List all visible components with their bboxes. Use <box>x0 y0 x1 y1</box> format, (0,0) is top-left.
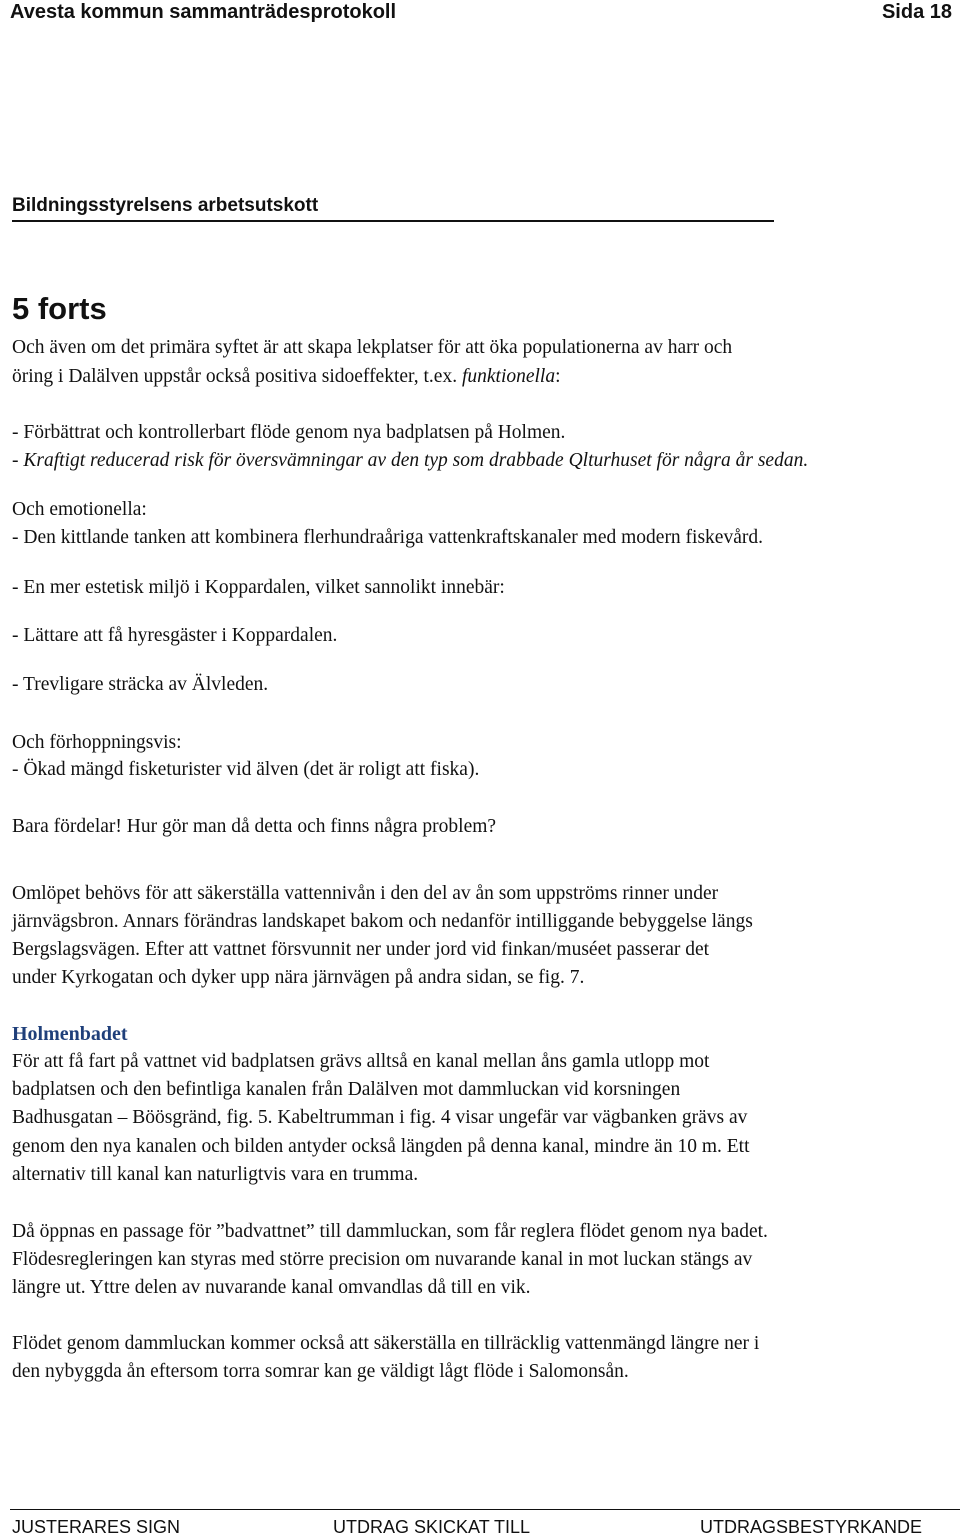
hopefully-label: Och förhoppningsvis: <box>12 732 182 753</box>
intro-line-2-text: öring i Dalälven uppstår också positiva sidoeffekter, t.ex. <box>12 366 462 387</box>
passage-line-2: Flödesregleringen kan styras med större precision om nuvarande kanal in mot luckan stängs av <box>12 1249 753 1270</box>
intro-colon: : <box>555 366 561 387</box>
omlopet-line-3: Bergslagsvägen. Efter att vattnet försvunnit ner under jord vid finkan/muséet passerar det <box>12 939 710 960</box>
question-line: Bara fördelar! Hur gör man då detta och finns några problem? <box>12 816 497 837</box>
page-number: Sida 18 <box>881 1 952 23</box>
holmenbadet-line-3: Badhusgatan – Böösgränd, fig. 5. Kabeltrumman i fig. 4 visar ungefär var vägbanken grävs av <box>12 1107 748 1128</box>
flow-line-1: Flödet genom dammluckan kommer också att säkerställa en tillräcklig vattenmängd längre ner i <box>12 1333 760 1354</box>
committee-underline <box>12 220 774 222</box>
functional-item-1: - Förbättrat och kontrollerbart flöde genom nya badplatsen på Holmen. <box>12 422 566 443</box>
omlopet-line-4: under Kyrkogatan och dyker upp nära järnvägen på andra sidan, se fig. 7. <box>12 967 585 988</box>
hopefully-item: - Ökad mängd fisketurister vid älven (det är roligt att fiska). <box>12 759 480 780</box>
footer-signature-label: JUSTERARES SIGN <box>12 1517 181 1537</box>
holmenbadet-line-5: alternativ till kanal kan naturligtvis vara en trumma. <box>12 1164 419 1185</box>
holmenbadet-line-1: För att få fart på vattnet vid badplatsen grävs alltså en kanal mellan åns gamla utlopp mot <box>12 1051 710 1072</box>
emotional-item-1: - Den kittlande tanken att kombinera flerhundraåriga vattenkraftskanaler med modern fiskevård. <box>12 527 763 548</box>
emotional-label: Och emotionella: <box>12 499 147 520</box>
footer-rule <box>10 1509 960 1510</box>
omlopet-line-1: Omlöpet behövs för att säkerställa vattennivån i den del av ån som uppströms rinner under <box>12 883 719 904</box>
functional-item-2: - Kraftigt reducerad risk för översvämningar av den typ som drabbade Qlturhuset för några år sedan. <box>12 450 809 471</box>
holmenbadet-line-4: genom den nya kanalen och bilden antyder också längden på denna kanal, mindre än 10 m. Ett <box>12 1136 750 1157</box>
footer-sent-to-label: UTDRAG SKICKAT TILL <box>333 1517 531 1537</box>
passage-line-3: längre ut. Yttre delen av nuvarande kanal omvandlas då till en vik. <box>12 1277 531 1298</box>
footer-certification-label: UTDRAGSBESTYRKANDE <box>700 1517 923 1537</box>
document-header-title: Avesta kommun sammanträdesprotokoll <box>10 1 397 23</box>
omlopet-line-2: järnvägsbron. Annars förändras landskapet bakom och nedanför intilliggande bebyggelse längs <box>12 911 753 932</box>
committee-name: Bildningsstyrelsens arbetsutskott <box>12 195 319 216</box>
holmenbadet-line-2: badplatsen och den befintliga kanalen från Dalälven mot dammluckan vid korsningen <box>12 1079 681 1100</box>
intro-line-2 <box>12 363 561 391</box>
flow-line-2: den nybyggda ån eftersom torra somrar kan ge väldigt lågt flöde i Salomonsån. <box>12 1361 629 1382</box>
intro-line-1: Och även om det primära syftet är att skapa lekplatser för att öka populationerna av harr och <box>12 337 733 358</box>
intro-functional-word: funktionella <box>461 366 556 387</box>
emotional-item-4: - Trevligare sträcka av Älvleden. <box>12 674 269 695</box>
section-heading: 5 forts <box>12 291 107 326</box>
holmenbadet-heading: Holmenbadet <box>12 1023 128 1045</box>
passage-line-1: Då öppnas en passage för ”badvattnet” till dammluckan, som får reglera flödet genom nya badet. <box>12 1221 768 1242</box>
emotional-item-3: - Lättare att få hyresgäster i Koppardalen. <box>12 625 338 646</box>
emotional-item-2: - En mer estetisk miljö i Koppardalen, vilket sannolikt innebär: <box>12 577 505 598</box>
